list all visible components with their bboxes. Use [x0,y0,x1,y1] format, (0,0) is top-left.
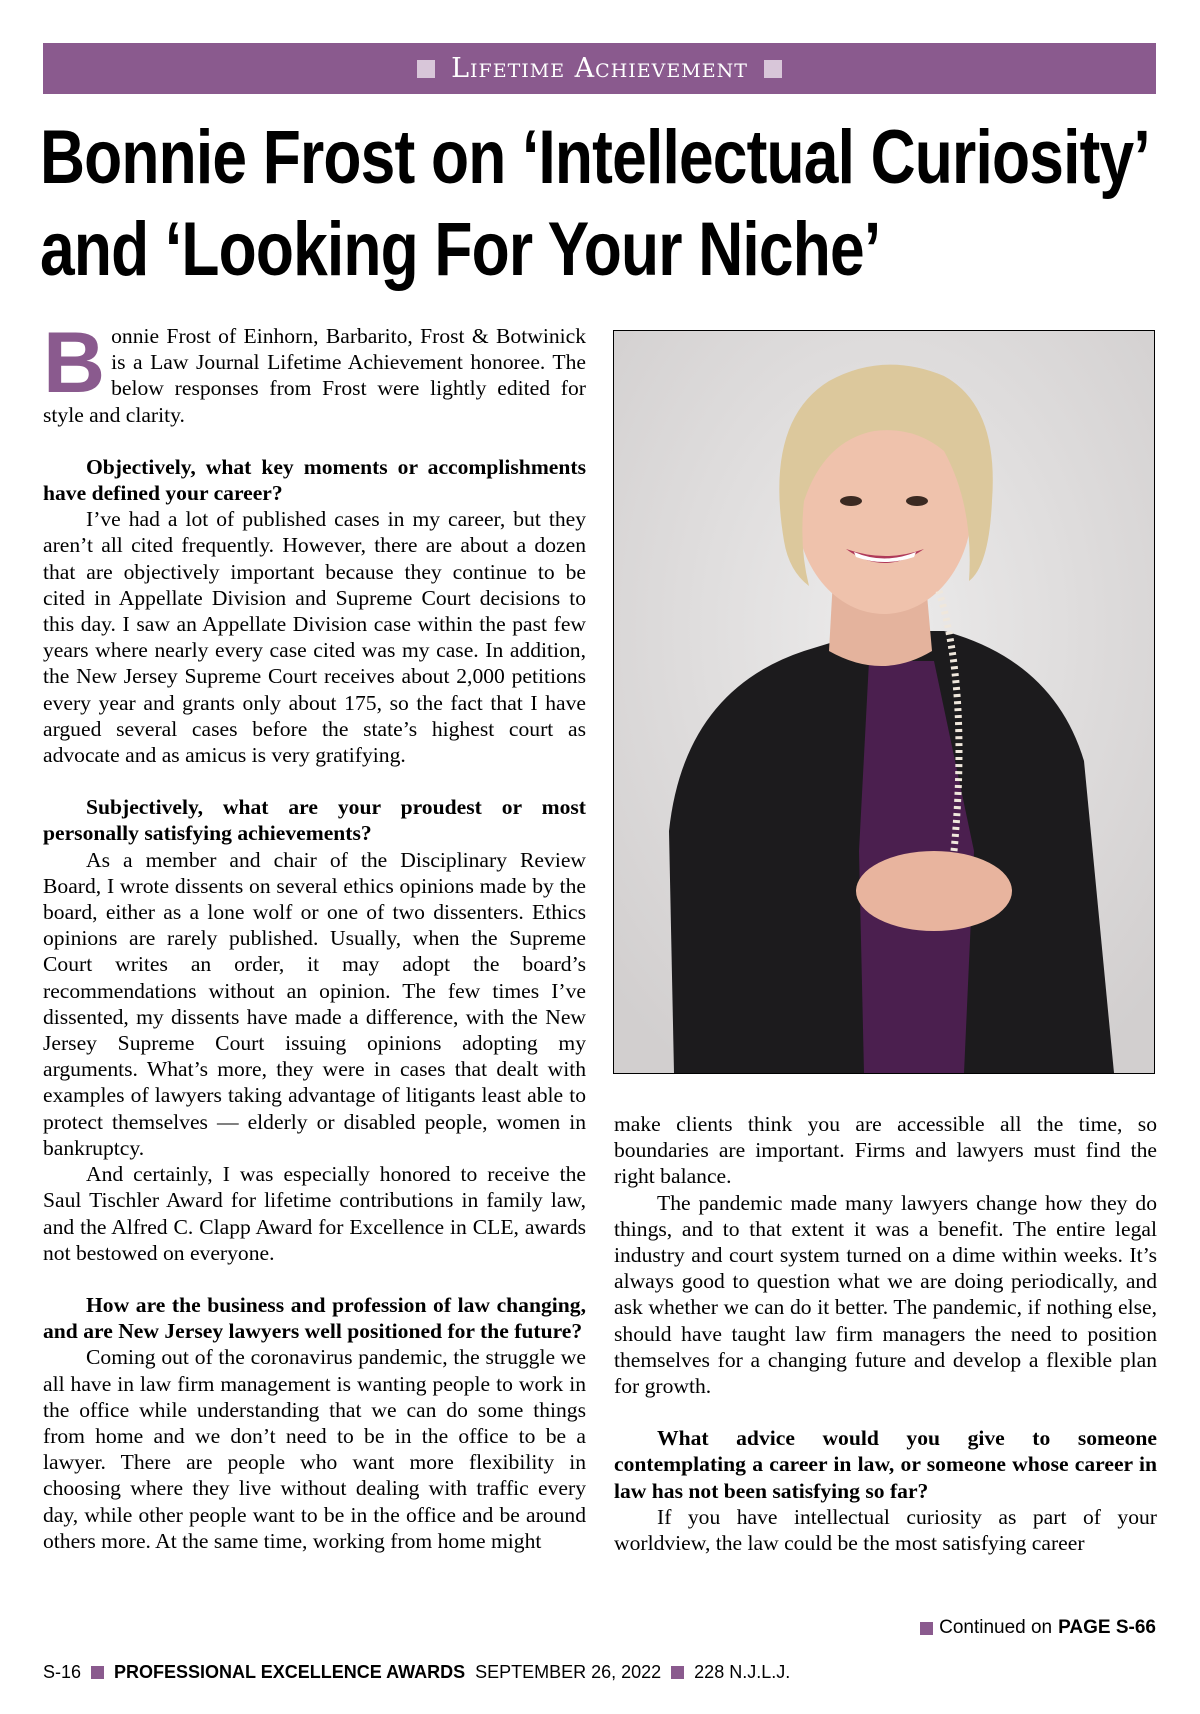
continued-square [920,1622,933,1635]
footer-page-number: S-16 [43,1662,82,1682]
footer-citation: 228 N.J.L.J. [694,1662,791,1682]
footer-square-1 [91,1666,104,1679]
continued-notice [920,1617,1156,1639]
footer-square-2 [671,1666,684,1679]
section-banner [43,43,1156,94]
question-3: How are the business and profession of law changing, and are New Jersey lawyers well positioned for the future? [43,1292,586,1344]
portrait-photo [613,330,1155,1074]
headline-line-1: Bonnie Frost on ‘Intellectual Curiosity’ [40,115,1150,200]
question-2: Subjectively, what are your proudest or most personally satisfying achievements? [43,795,586,846]
answer-3: Coming out of the coronavirus pandemic, the struggle we all have in law firm management is wanting people to work in the office while understanding that we can do some things from home and we don’t need to be in the office to be a lawyer. There are people who want more flexibility in choosing where they live without dealing with traffic every day, while other people want to be in the office and be around others more. At the same time, working from home might [43,1345,586,1553]
answer-1: I’ve had a lot of published cases in my career, but they aren’t all cited frequently. However, there are about a dozen that are objectively important because they continue to be cited in Appellate Division and Supreme Court decisions to this day. I saw an Appellate Division case within the past few years where nearly every case cited was my case. In addition, the New Jersey Supreme Court receives about 2,000 petitions every year and grants only about 175, so the fact that I have argued several cases before the state’s highest court as advocate and as amicus is very gratifying. [43,507,586,768]
banner-label: Lifetime Achievement [451,53,748,84]
intro-text: onnie Frost of Einhorn, Barbarito, Frost & Botwinick is a Law Journal Lifetime Achievement honoree. The below responses from Frost were lightly edited for style and clarity. [43,324,586,427]
question-1: Objectively, what key moments or accomplishments have defined your career? [43,454,586,506]
banner-square-left [417,60,435,78]
headline-line-2: and ‘Looking For Your Niche’ [40,207,881,292]
article-column-left [43,315,586,1554]
page-footer [43,1662,790,1683]
answer-3-continued: make clients think you are accessible all the time, so boundaries are important. Firms and lawyers must find the right balance. [614,1112,1157,1189]
continued-page: PAGE S-66 [1058,1617,1156,1638]
question-4: What advice would you give to someone contemplating a career in law, or someone whose career in law has not been satisfying so far? [614,1426,1157,1503]
intro-paragraph [43,315,586,428]
banner-square-right [764,60,782,78]
footer-section: PROFESSIONAL EXCELLENCE AWARDS [114,1662,466,1682]
footer-date: SEPTEMBER 26, 2022 [475,1662,662,1682]
continued-prefix: Continued on [939,1617,1053,1638]
drop-cap: B [43,315,106,411]
answer-2b: And certainly, I was especially honored to receive the Saul Tischler Award for lifetime contributions in family law, and the Alfred C. Clapp Award for Excellence in CLE, awards not bestowed on everyone. [43,1162,586,1265]
answer-3b: The pandemic made many lawyers change how they do things, and to that extent it was a benefit. The entire legal industry and court system turned on a dime within weeks. It’s always good to question what we are doing periodically, and ask whether we can do it better. The pandemic, if nothing else, should have taught law firm managers the need to position themselves for a changing future and develop a flexible plan for growth. [614,1190,1157,1399]
portrait-illustration [614,331,1154,1073]
article-headline [40,112,1150,296]
article-column-right [614,1111,1157,1556]
answer-2: As a member and chair of the Disciplinary Review Board, I wrote dissents on several ethics opinions made by the board, either as a lone wolf or one of two dissenters. Ethics opinions are rarely published. Usually, when the Supreme Court writes an order, it may adopt the board’s recommendations without an opinion. The few times I’ve dissented, my dissents have made a difference, with the New Jersey Supreme Court issuing opinions adopting my arguments. What’s more, they were in cases that dealt with examples of lawyers taking advantage of litigants least able to protect themselves — elderly or disabled people, women in bankruptcy. [43,847,586,1160]
answer-4: If you have intellectual curiosity as part of your worldview, the law could be the most satisfying career [614,1504,1157,1556]
